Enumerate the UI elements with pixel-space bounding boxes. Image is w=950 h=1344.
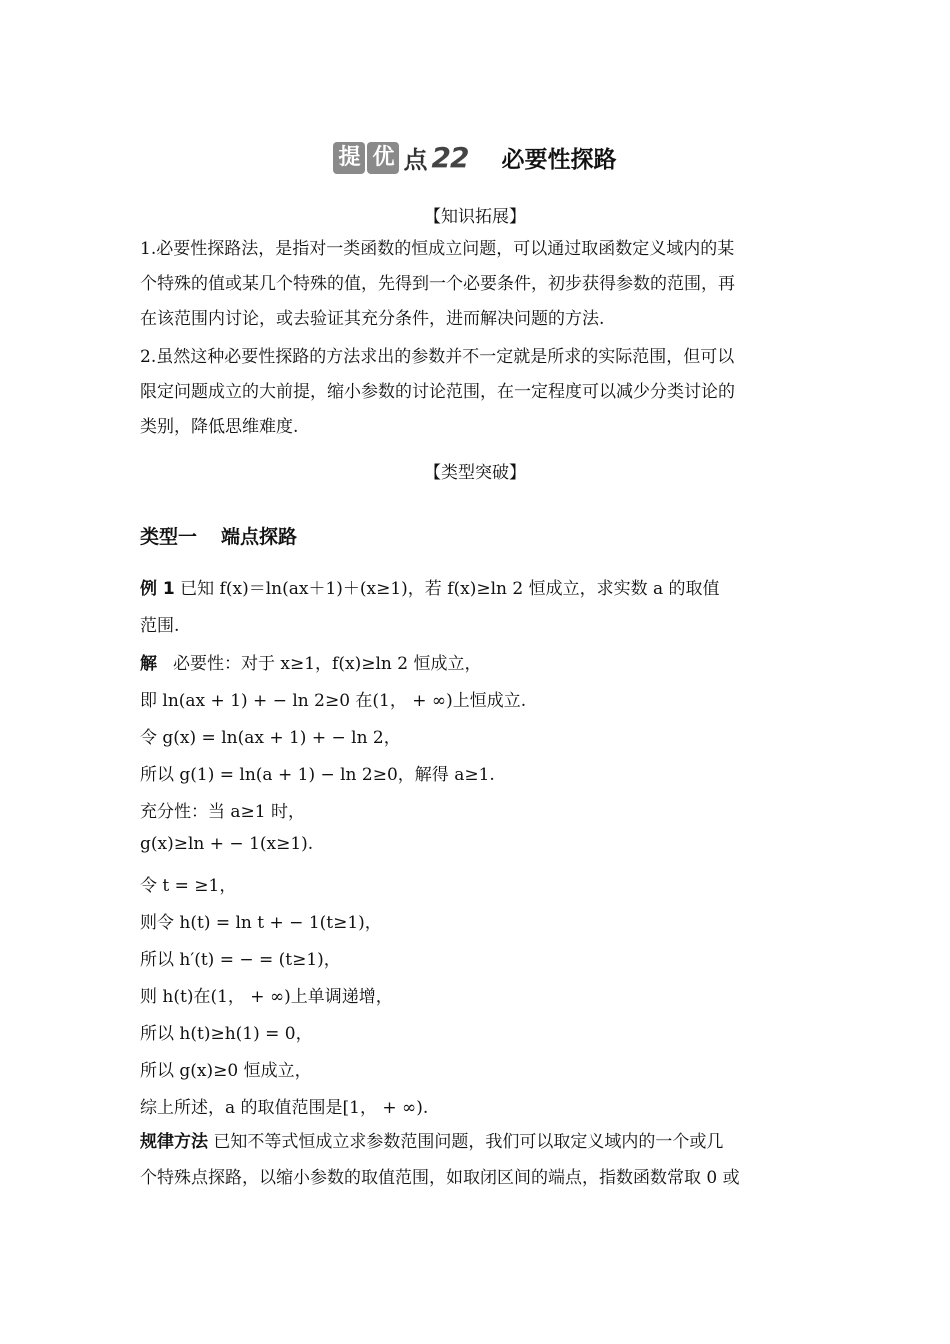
- method-label: 规律方法: [140, 1132, 208, 1152]
- section-label-knowledge: 【知识拓展】: [424, 207, 526, 227]
- section-badge: [333, 140, 468, 175]
- page-header: [0, 140, 950, 184]
- solution-line: g(x)≥ln + − 1(x≥1).: [140, 834, 314, 854]
- solution-text: 必要性：对于 x≥1，f(x)≥ln 2 恒成立，: [173, 654, 482, 674]
- badge-char-2: 优: [367, 142, 399, 174]
- solution-line: 充分性：当 a≥1 时，: [140, 802, 306, 822]
- knowledge-paragraph-1: [140, 232, 812, 337]
- method-text: 已知不等式恒成立求参数范围问题，我们可以取定义域内的一个或几: [208, 1132, 724, 1152]
- type-label: 类型一: [140, 526, 198, 548]
- solution-line: 所以 g(x)≥0 恒成立，: [140, 1061, 312, 1081]
- section-label-types: 【类型突破】: [424, 463, 526, 483]
- example-text: 已知 f(x)＝ln(ax＋1)＋(x≥1)，若 f(x)≥ln 2 恒成立，求实数 a 的取值: [174, 579, 720, 599]
- solution-line: 则 h(t)在(1， + ∞)上单调递增，: [140, 987, 393, 1007]
- solution-line: 令 g(x) = ln(ax + 1) + − ln 2，: [140, 728, 401, 748]
- solution-label: 解: [140, 654, 157, 674]
- paragraph-line: 1.必要性探路法，是指对一类函数的恒成立问题，可以通过取函数定义域内的某: [140, 239, 735, 259]
- paragraph-line: 限定问题成立的大前提，缩小参数的讨论范围，在一定程度可以减少分类讨论的: [140, 382, 735, 402]
- solution-line: 所以 g(1) = ln(a + 1) − ln 2≥0，解得 a≥1.: [140, 765, 495, 785]
- paragraph-line: 2.虽然这种必要性探路的方法求出的参数并不一定就是所求的实际范围，但可以: [140, 347, 735, 367]
- paragraph-line: 类别，降低思维难度.: [140, 417, 299, 437]
- paragraph-line: 个特殊的值或某几个特殊的值，先得到一个必要条件，初步获得参数的范围，再: [140, 274, 735, 294]
- badge-char-3: 点: [403, 146, 428, 174]
- solution-line: 令 t = ≥1，: [140, 876, 237, 896]
- solution-line: 所以 h′(t) = − = (t≥1)，: [140, 950, 341, 970]
- example-line-1: [140, 574, 720, 599]
- badge-number: 22: [431, 141, 469, 174]
- example-line-2: 范围.: [140, 616, 180, 636]
- type-name: 端点探路: [221, 526, 298, 548]
- solution-line: 综上所述，a 的取值范围是[1， + ∞).: [140, 1098, 429, 1118]
- badge-char-1: 提: [333, 142, 365, 174]
- paragraph-line: 在该范围内讨论，或去验证其充分条件，进而解决问题的方法.: [140, 309, 605, 329]
- solution-line: 即 ln(ax + 1) + − ln 2≥0 在(1， + ∞)上恒成立.: [140, 691, 527, 711]
- knowledge-paragraph-2: [140, 340, 812, 445]
- solution-line: 所以 h(t)≥h(1) = 0，: [140, 1024, 313, 1044]
- solution-line: [140, 649, 481, 674]
- page-title: 必要性探路: [501, 147, 617, 173]
- method-line-1: [140, 1127, 723, 1152]
- solution-line: 则令 h(t) = ln t + − 1(t≥1)，: [140, 913, 382, 933]
- example-label: 例 1: [140, 579, 175, 599]
- type-heading: [140, 522, 297, 549]
- method-line-2: 个特殊点探路，以缩小参数的取值范围，如取闭区间的端点，指数函数常取 0 或: [140, 1168, 740, 1188]
